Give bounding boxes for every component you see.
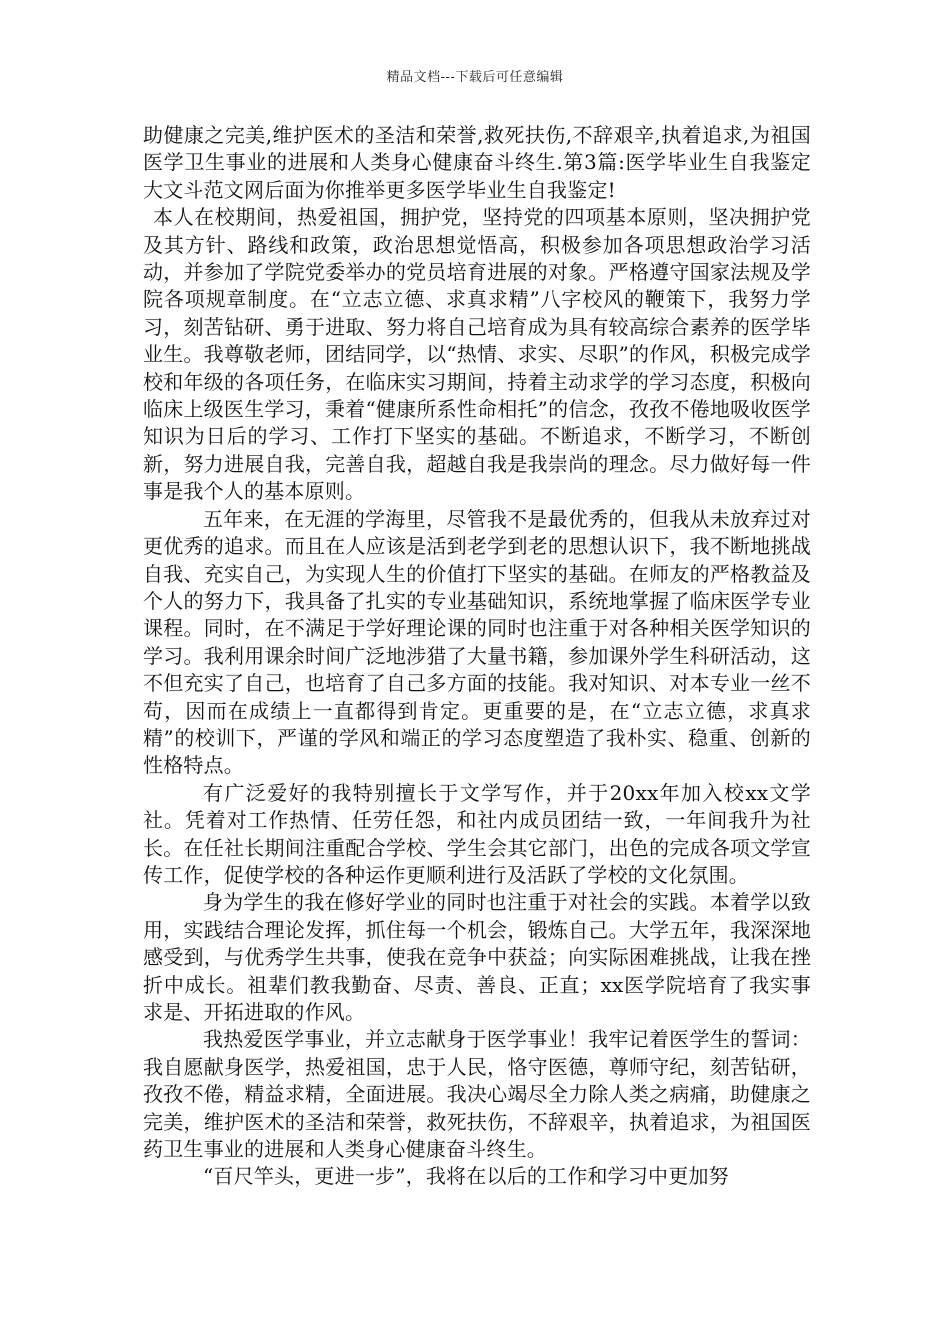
page-header: 精品文档---下载后可任意编辑 [386, 70, 564, 85]
paragraph-5: 身为学生的我在修好学业的同时也注重于对社会的实践。本着学以致用，实践结合理论发挥，抓住每一个机会，锻炼自己。大学五年，我深深地感受到，与优秀学生共事，使我在竞争中获益；向实际困难挑战，让我在挫折中成长。祖辈们教我勤奋、尽责、善良、正直；xx医学院培育了我实事求是、开拓进取的作风。 [143, 890, 811, 1024]
paragraph-7: “百尺竿头，更进一步”，我将在以后的工作和学习中更加努 [203, 1164, 729, 1189]
paragraph-2: 本人在校期间，热爱祖国，拥护党，坚持党的四项基本原则，坚决拥护党及其方针、路线和政策，政治思想觉悟高，积极参加各项思想政治学习活动，并参加了学院党委举办的党员培育进展的对象。严格遵守国家法规及学院各项规章制度。在“立志立德、求真求精”八字校风的鞭策下，我努力学习，刻苦钻研、勇于进取、努力将自己培育成为具有较高综合素养的医学毕业生。我尊敬老师，团结同学，以“热情、求实、尽职”的作风，积极完成学校和年级的各项任务，在临床实习期间，持着主动求学的学习态度，积极向临床上级医生学习，秉着“健康所系性命相托”的信念，孜孜不倦地吸收医学知识为日后的学习、工作打下坚实的基础。不断追求，不断学习，不断创新，努力进展自我，完善自我，超越自我是我崇尚的理念。尽力做好每一件事是我个人的基本原则。 [143, 205, 811, 504]
paragraph-6: 我热爱医学事业，并立志献身于医学事业！我牢记着医学生的誓词：我自愿献身医学，热爱祖国，忠于人民，恪守医德，尊师守纪，刻苦钻研，孜孜不倦，精益求精，全面进展。我决心竭尽全力除人类之病痛，助健康之完美，维护医术的圣洁和荣誉，救死扶伤，不辞艰辛，执着追求，为祖国医药卫生事业的进展和人类身心健康奋斗终生。 [143, 1027, 811, 1162]
paragraph-3: 五年来，在无涯的学海里，尽管我不是最优秀的，但我从未放弃过对更优秀的追求。而且在人应该是活到老学到老的思想认识下，我不断地挑战自我、充实自己，为实现人生的价值打下坚实的基础。在师友的严格教益及个人的努力下，我具备了扎实的专业基础知识，系统地掌握了临床医学专业课程。同时，在不满足于学好理论课的同时也注重于对各种相关医学知识的学习。我利用课余时间广泛地涉猎了大量书籍，参加课外学生科研活动，这不但充实了自己，也培育了自己多方面的技能。我对知识、对本专业一丝不苟，因而在成绩上一直都得到肯定。更重要的是，在“立志立德，求真求精”的校训下，严谨的学风和端正的学习态度塑造了我朴实、稳重、创新的性格特点。 [143, 506, 811, 778]
document-body [143, 122, 811, 1191]
paragraph-1: 助健康之完美,维护医术的圣洁和荣誉,救死扶伤,不辞艰辛,执着追求,为祖国医学卫生事业的进展和人类身心健康奋斗终生.第3篇:医学毕业生自我鉴定大文斗范文网后面为你推举更多医学毕业生自我鉴定! [143, 123, 811, 202]
paragraph-4: 有广泛爱好的我特别擅长于文学写作，并于20xx年加入校xx文学社。凭着对工作热情、任劳任怨，和社内成员团结一致，一年间我升为社长。在任社长期间注重配合学校、学生会其它部门，出色的完成各项文学宣传工作，促使学校的各种运作更顺利进行及活跃了学校的文化氛围。 [143, 780, 811, 887]
